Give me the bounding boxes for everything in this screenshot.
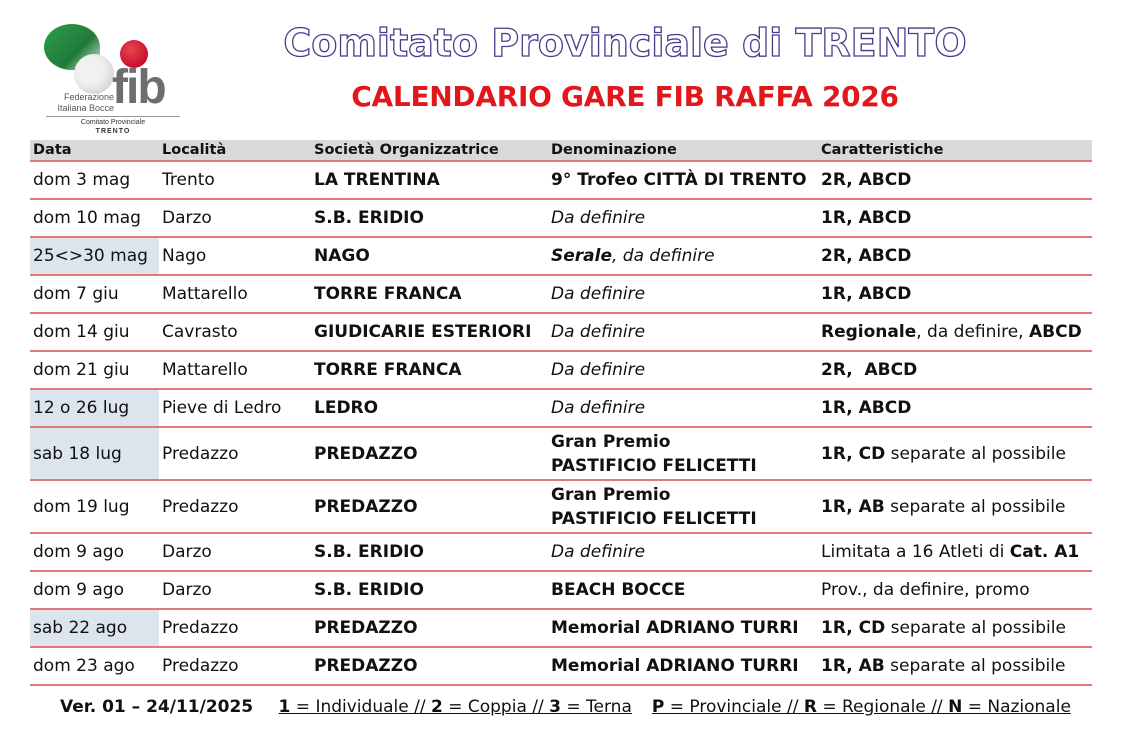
cell-caratteristiche: Prov., da definire, promo bbox=[818, 571, 1092, 609]
cell-denominazione: Da definire bbox=[548, 275, 818, 313]
legend-label: = Regionale // bbox=[816, 697, 949, 717]
cell-denominazione: Da definire bbox=[548, 351, 818, 389]
cell-localita: Cavrasto bbox=[159, 313, 311, 351]
caratteristiche-rest: , da definire, bbox=[916, 322, 1029, 342]
cell-societa: NAGO bbox=[311, 237, 548, 275]
cell-denominazione: Memorial ADRIANO TURRI bbox=[548, 609, 818, 647]
legend-key: 3 bbox=[549, 697, 561, 717]
cell-data: dom 14 giu bbox=[30, 313, 159, 351]
cell-denominazione bbox=[548, 480, 818, 533]
denominazione-line1: Gran Premio bbox=[551, 431, 671, 452]
cell-denominazione: Da definire bbox=[548, 199, 818, 237]
cell-societa: TORRE FRANCA bbox=[311, 351, 548, 389]
cell-localita: Predazzo bbox=[159, 480, 311, 533]
cell-societa: TORRE FRANCA bbox=[311, 275, 548, 313]
table-row bbox=[30, 237, 1092, 275]
caratteristiche-bold: ABCD bbox=[1029, 322, 1082, 342]
logo-org-line1: Federazione bbox=[63, 92, 114, 102]
logo-org-name bbox=[42, 92, 114, 114]
table-row bbox=[30, 647, 1092, 685]
cell-caratteristiche bbox=[818, 647, 1092, 685]
cell-data: dom 9 ago bbox=[30, 571, 159, 609]
col-header-data: Data bbox=[30, 140, 159, 161]
table-row bbox=[30, 571, 1092, 609]
cell-denominazione: Da definire bbox=[548, 533, 818, 571]
page-title: Comitato Provinciale di TRENTO bbox=[283, 21, 967, 65]
logo-committee-line2: TRENTO bbox=[95, 128, 131, 135]
cell-societa: PREDAZZO bbox=[311, 609, 548, 647]
cell-societa: S.B. ERIDIO bbox=[311, 533, 548, 571]
cell-societa: PREDAZZO bbox=[311, 427, 548, 480]
logo-committee bbox=[38, 118, 188, 136]
table-row bbox=[30, 533, 1092, 571]
denominazione-line2: PASTIFICIO FELICETTI bbox=[551, 508, 757, 529]
caratteristiche-rest: Limitata a 16 Atleti di bbox=[821, 542, 1010, 562]
table-row bbox=[30, 609, 1092, 647]
table-row bbox=[30, 275, 1092, 313]
cell-societa: PREDAZZO bbox=[311, 647, 548, 685]
cell-data: dom 23 ago bbox=[30, 647, 159, 685]
caratteristiche-rest: separate al possibile bbox=[884, 656, 1066, 676]
fib-logo bbox=[38, 18, 188, 136]
table-row bbox=[30, 480, 1092, 533]
cell-localita: Mattarello bbox=[159, 351, 311, 389]
cell-caratteristiche: 2R, ABCD bbox=[818, 237, 1092, 275]
cell-caratteristiche bbox=[818, 533, 1092, 571]
cell-localita: Predazzo bbox=[159, 427, 311, 480]
caratteristiche-rest: separate al possibile bbox=[884, 496, 1066, 517]
cell-denominazione bbox=[548, 427, 818, 480]
caratteristiche-bold: Regionale bbox=[821, 322, 917, 342]
cell-denominazione: 9° Trofeo CITTÀ DI TRENTO bbox=[548, 161, 818, 199]
cell-societa: LA TRENTINA bbox=[311, 161, 548, 199]
col-header-societa: Società Organizzatrice bbox=[311, 140, 548, 161]
denominazione-line1: Gran Premio bbox=[551, 484, 671, 505]
cell-data: 25<>30 mag bbox=[30, 237, 159, 275]
cell-caratteristiche: 1R, ABCD bbox=[818, 389, 1092, 427]
cell-societa: LEDRO bbox=[311, 389, 548, 427]
cell-denominazione bbox=[548, 237, 818, 275]
legend-key: P bbox=[651, 697, 665, 717]
table-row bbox=[30, 313, 1092, 351]
cell-caratteristiche: 2R, ABCD bbox=[818, 161, 1092, 199]
logo-org-line2: Italiana Bocce bbox=[57, 103, 114, 113]
legend-label: = Coppia // bbox=[442, 697, 550, 717]
cell-societa: PREDAZZO bbox=[311, 480, 548, 533]
legend-label: = Individuale // bbox=[290, 697, 431, 717]
legend-key: 2 bbox=[430, 697, 443, 717]
footer-legend bbox=[60, 697, 1071, 717]
caratteristiche-bold: Cat. A1 bbox=[1009, 542, 1080, 562]
denominazione-rest: , da definire bbox=[612, 246, 715, 266]
cell-localita: Darzo bbox=[159, 571, 311, 609]
cell-localita: Nago bbox=[159, 237, 311, 275]
legend-key: 1 bbox=[278, 697, 291, 717]
cell-denominazione: Da definire bbox=[548, 313, 818, 351]
cell-localita: Predazzo bbox=[159, 609, 311, 647]
cell-localita: Trento bbox=[159, 161, 311, 199]
cell-data: dom 3 mag bbox=[30, 161, 159, 199]
calendar-table bbox=[30, 140, 1092, 686]
denominazione-line2: PASTIFICIO FELICETTI bbox=[551, 455, 757, 476]
cell-caratteristiche: 1R, ABCD bbox=[818, 199, 1092, 237]
cell-localita: Mattarello bbox=[159, 275, 311, 313]
cell-caratteristiche: 2R, ABCD bbox=[818, 351, 1092, 389]
cell-data: sab 18 lug bbox=[30, 427, 159, 480]
legend-key: R bbox=[803, 697, 817, 717]
legend-label: = Terna bbox=[560, 697, 632, 717]
logo-wordmark: fib bbox=[112, 61, 165, 114]
cell-denominazione: Memorial ADRIANO TURRI bbox=[548, 647, 818, 685]
legend-type bbox=[279, 697, 632, 717]
cell-data: 12 o 26 lug bbox=[30, 389, 159, 427]
cell-caratteristiche bbox=[818, 427, 1092, 480]
caratteristiche-bold: 1R, AB bbox=[821, 496, 885, 517]
cell-data: dom 7 giu bbox=[30, 275, 159, 313]
version-label: Ver. 01 – 24/11/2025 bbox=[60, 697, 254, 717]
legend-label: = Provinciale // bbox=[664, 697, 804, 717]
caratteristiche-bold: 1R, CD bbox=[821, 618, 886, 638]
logo-divider bbox=[46, 116, 180, 117]
cell-localita: Pieve di Ledro bbox=[159, 389, 311, 427]
cell-denominazione: Da definire bbox=[548, 389, 818, 427]
caratteristiche-rest: separate al possibile bbox=[885, 618, 1066, 638]
logo-white-ball bbox=[74, 54, 114, 94]
cell-societa: GIUDICARIE ESTERIORI bbox=[311, 313, 548, 351]
cell-societa: S.B. ERIDIO bbox=[311, 571, 548, 609]
legend-label: = Nazionale bbox=[962, 697, 1071, 717]
cell-denominazione: BEACH BOCCE bbox=[548, 571, 818, 609]
caratteristiche-rest: separate al possibile bbox=[885, 443, 1066, 464]
cell-localita: Predazzo bbox=[159, 647, 311, 685]
cell-caratteristiche bbox=[818, 313, 1092, 351]
cell-data: dom 19 lug bbox=[30, 480, 159, 533]
cell-data: sab 22 ago bbox=[30, 609, 159, 647]
table-header-row bbox=[30, 140, 1092, 161]
denominazione-bold: Serale bbox=[551, 246, 612, 266]
col-header-caratteristiche: Caratteristiche bbox=[818, 140, 1092, 161]
cell-societa: S.B. ERIDIO bbox=[311, 199, 548, 237]
cell-caratteristiche bbox=[818, 480, 1092, 533]
table-row bbox=[30, 389, 1092, 427]
cell-localita: Darzo bbox=[159, 199, 311, 237]
caratteristiche-bold: 1R, CD bbox=[821, 443, 886, 464]
caratteristiche-bold: 1R, AB bbox=[821, 656, 885, 676]
cell-localita: Darzo bbox=[159, 533, 311, 571]
legend-level bbox=[652, 697, 1071, 717]
col-header-denominazione: Denominazione bbox=[548, 140, 818, 161]
legend-key: N bbox=[948, 697, 963, 717]
table-row bbox=[30, 199, 1092, 237]
page-subtitle: CALENDARIO GARE FIB RAFFA 2026 bbox=[351, 80, 899, 113]
cell-caratteristiche: 1R, ABCD bbox=[818, 275, 1092, 313]
table-row bbox=[30, 161, 1092, 199]
col-header-localita: Località bbox=[159, 140, 311, 161]
table-row bbox=[30, 351, 1092, 389]
cell-caratteristiche bbox=[818, 609, 1092, 647]
cell-data: dom 10 mag bbox=[30, 199, 159, 237]
table-row bbox=[30, 427, 1092, 480]
logo-committee-line1: Comitato Provinciale bbox=[80, 119, 146, 126]
cell-data: dom 9 ago bbox=[30, 533, 159, 571]
cell-data: dom 21 giu bbox=[30, 351, 159, 389]
